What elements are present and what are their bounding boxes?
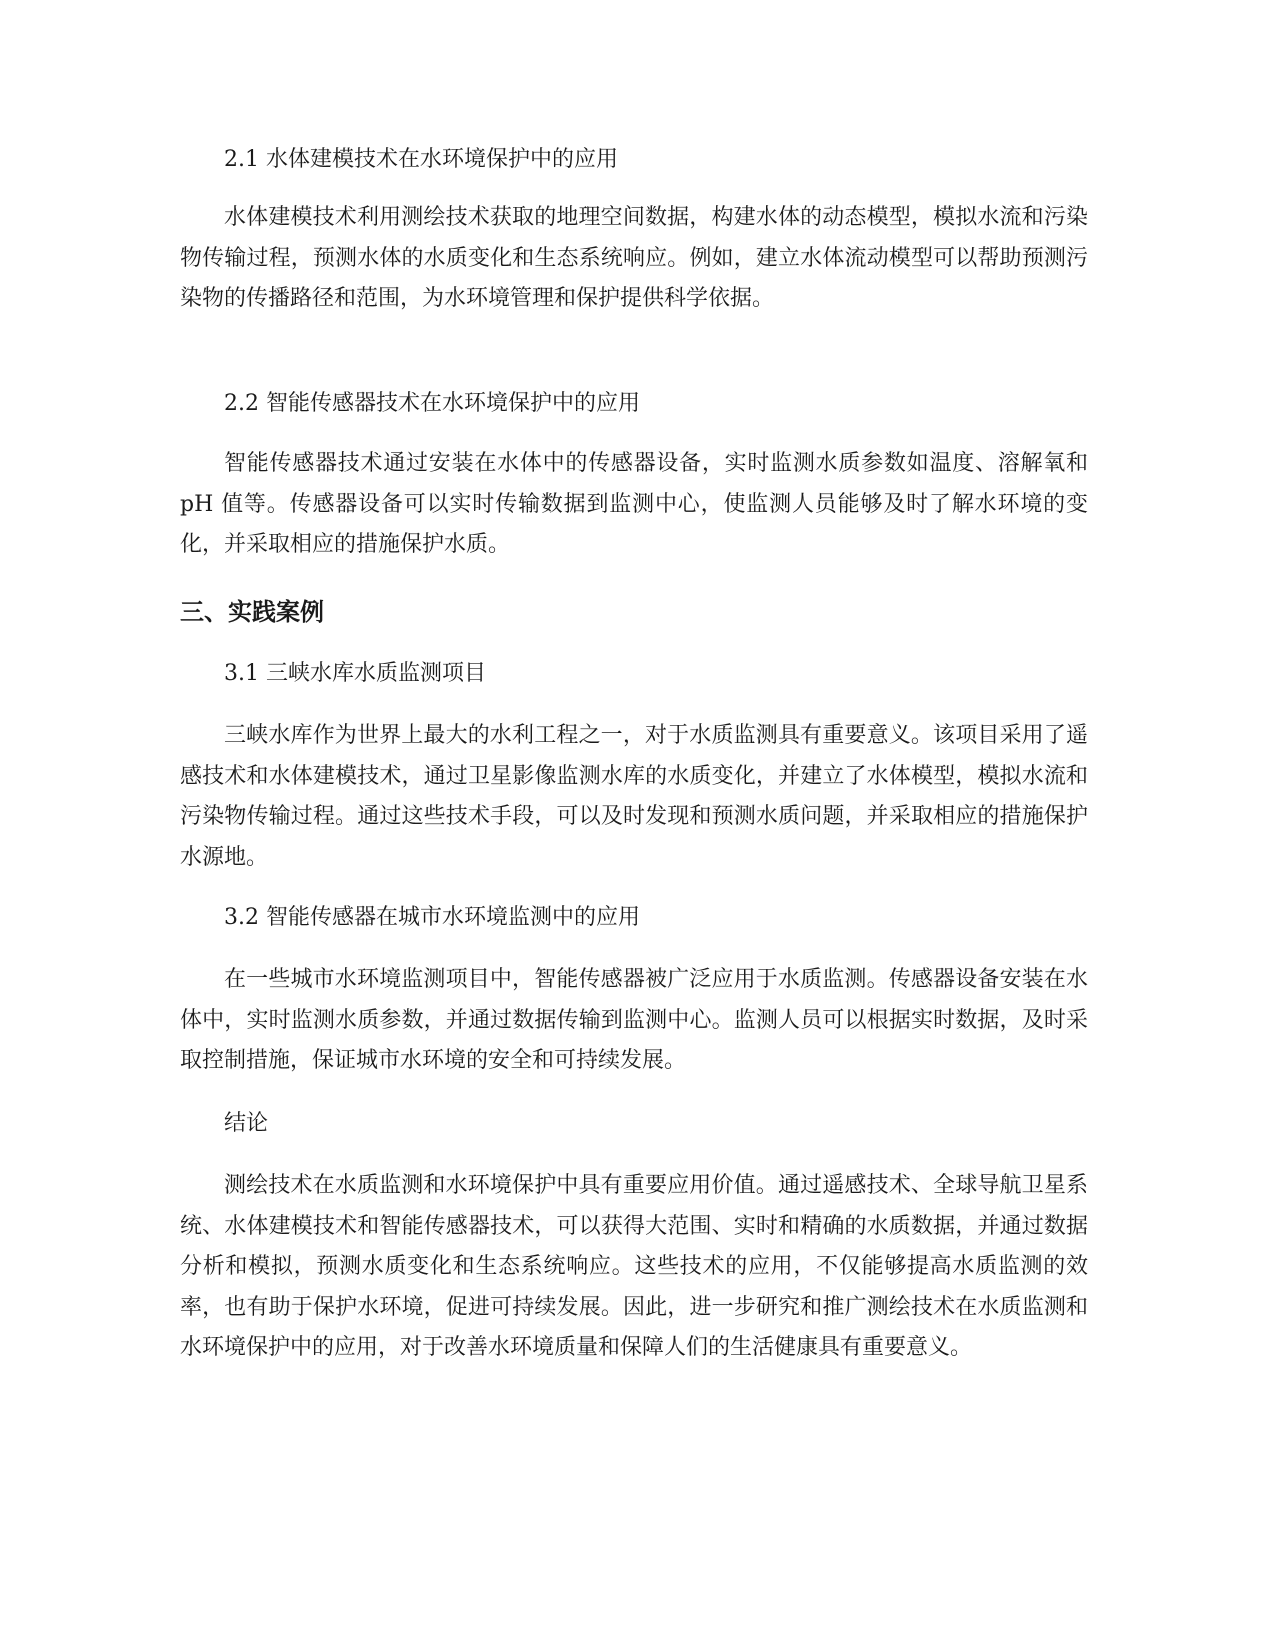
- section-heading-3: 三、实践案例: [180, 598, 324, 626]
- paragraph-3-2: 在一些城市水环境监测项目中，智能传感器被广泛应用于水质监测。传感器设备安装在水体中，实时监测水质参数，并通过数据传输到监测中心。监测人员可以根据实时数据，及时采取控制措施，保证城市水环境的安全和可持续发展。: [180, 967, 1088, 1073]
- subheading-2-2: 2.2 智能传感器技术在水环境保护中的应用: [224, 391, 640, 416]
- conclusion-heading: 结论: [224, 1111, 269, 1136]
- subheading-3-1: 3.1 三峡水库水质监测项目: [224, 661, 486, 686]
- paragraph-3-1: 三峡水库作为世界上最大的水利工程之一，对于水质监测具有重要意义。该项目采用了遥感技术和水体建模技术，通过卫星影像监测水库的水质变化，并建立了水体模型，模拟水流和污染物传输过程。通过这些技术手段，可以及时发现和预测水质问题，并采取相应的措施保护水源地。: [180, 723, 1088, 870]
- subheading-2-1: 2.1 水体建模技术在水环境保护中的应用: [224, 147, 618, 172]
- paragraph-2-1: 水体建模技术利用测绘技术获取的地理空间数据，构建水体的动态模型，模拟水流和污染物传输过程，预测水体的水质变化和生态系统响应。例如，建立水体流动模型可以帮助预测污染物的传播路径和范围，为水环境管理和保护提供科学依据。: [180, 205, 1088, 311]
- paragraph-2-2: 智能传感器技术通过安装在水体中的传感器设备，实时监测水质参数如温度、溶解氧和 pH 值等。传感器设备可以实时传输数据到监测中心，使监测人员能够及时了解水环境的变化，并采取相应的措施保护水质。: [180, 451, 1088, 557]
- subheading-3-2: 3.2 智能传感器在城市水环境监测中的应用: [224, 905, 640, 930]
- conclusion-paragraph: 测绘技术在水质监测和水环境保护中具有重要应用价值。通过遥感技术、全球导航卫星系统、水体建模技术和智能传感器技术，可以获得大范围、实时和精确的水质数据，并通过数据分析和模拟，预测水质变化和生态系统响应。这些技术的应用，不仅能够提高水质监测的效率，也有助于保护水环境，促进可持续发展。因此，进一步研究和推广测绘技术在水质监测和水环境保护中的应用，对于改善水环境质量和保障人们的生活健康具有重要意义。: [180, 1173, 1088, 1360]
